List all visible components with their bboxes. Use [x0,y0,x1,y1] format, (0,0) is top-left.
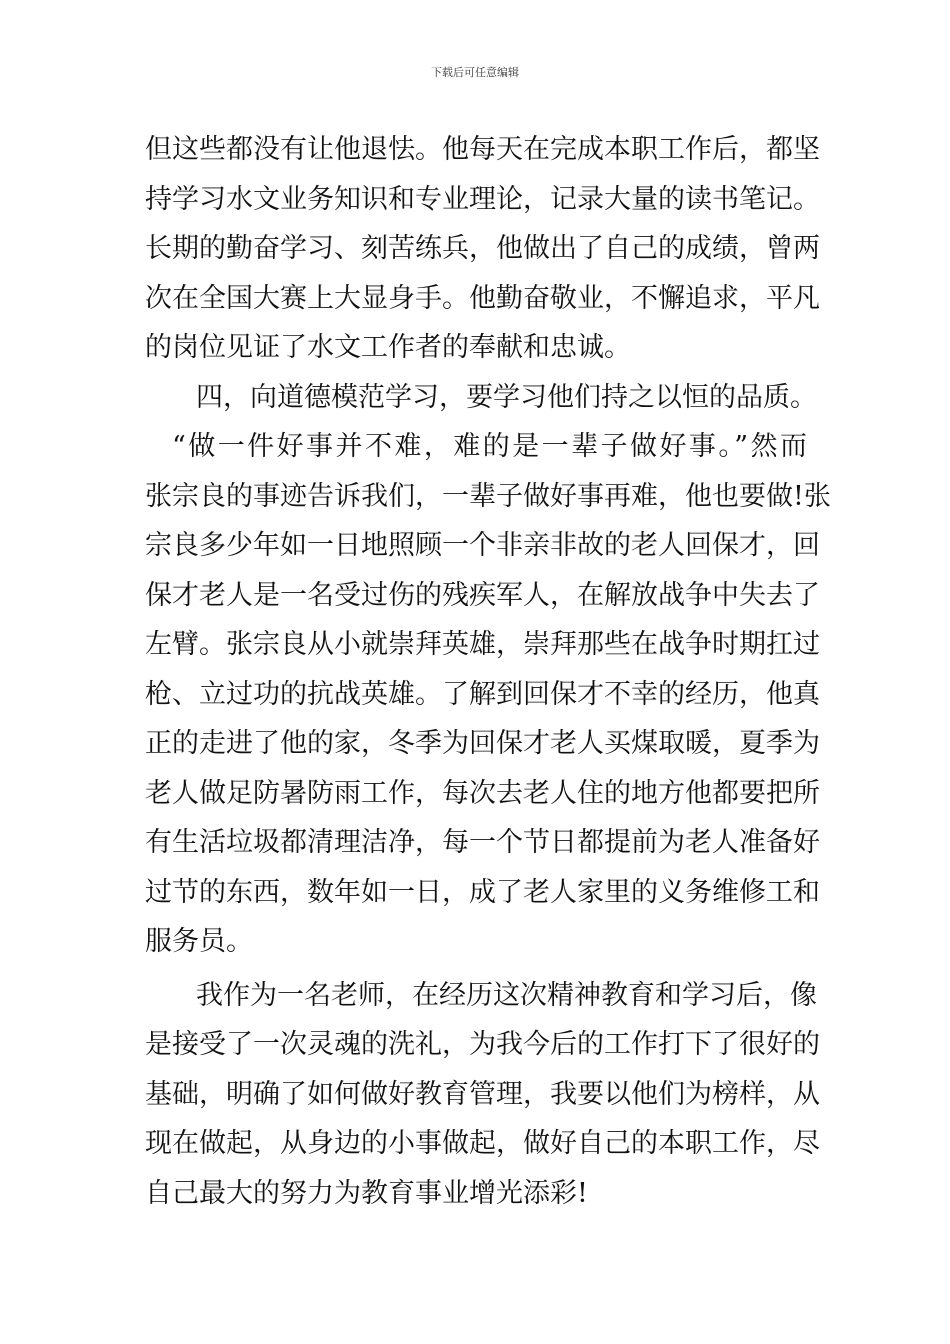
paragraph-line: 保才老人是一名受过伤的残疾军人，在解放战争中失去了 [145,580,820,611]
paragraph-line: 现在做起，从身边的小事做起，做好自己的本职工作，尽 [145,1128,820,1159]
paragraph-line: 持学习水文业务知识和专业理论，记录大量的读书笔记。 [145,184,820,215]
paragraph-line: 服务员。 [145,926,253,957]
paragraph-line: 是接受了一次灵魂的洗礼，为我今后的工作打下了很好的 [145,1029,820,1060]
paragraph-line: 但这些都没有让他退怯。他每天在完成本职工作后，都坚 [145,134,820,165]
paragraph-line: “做一件好事并不难，难的是一辈子做好事。”然而 [172,431,807,462]
section-heading: 四，向道德模范学习，要学习他们持之以恒的品质。 [196,382,817,413]
paragraph-line: 过节的东西，数年如一日，成了老人家里的义务维修工和 [145,877,820,908]
paragraph-line: 老人做足防暑防雨工作，每次去老人住的地方他都要把所 [145,778,820,809]
paragraph-line: 基础，明确了如何做好教育管理，我要以他们为榜样，从 [145,1079,820,1110]
paragraph-line: 宗良多少年如一日地照顾一个非亲非故的老人回保才，回 [145,530,820,561]
paragraph-line: 我作为一名老师，在经历这次精神教育和学习后，像 [196,980,817,1011]
paragraph-line: 枪、立过功的抗战英雄。了解到回保才不幸的经历，他真 [145,679,820,710]
header-note: 下载后可任意编辑 [431,66,519,79]
paragraph-line: 的岗位见证了水文工作者的奉献和忠诚。 [145,332,631,363]
paragraph-line: 次在全国大赛上大显身手。他勤奋敬业，不懈追求，平凡 [145,283,820,314]
paragraph-line: 自己最大的努力为教育事业增光添彩! [145,1178,588,1209]
paragraph-line: 长期的勤奋学习、刻苦练兵，他做出了自己的成绩，曾两 [145,233,820,264]
paragraph-line: 张宗良的事迹告诉我们，一辈子做好事再难，他也要做!张 [145,481,831,512]
paragraph-line: 正的走进了他的家，冬季为回保才老人买煤取暖，夏季为 [145,728,820,759]
paragraph-line: 有生活垃圾都清理洁净，每一个节日都提前为老人准备好 [145,827,820,858]
paragraph-line: 左臂。张宗良从小就崇拜英雄，崇拜那些在战争时期扛过 [145,629,820,660]
